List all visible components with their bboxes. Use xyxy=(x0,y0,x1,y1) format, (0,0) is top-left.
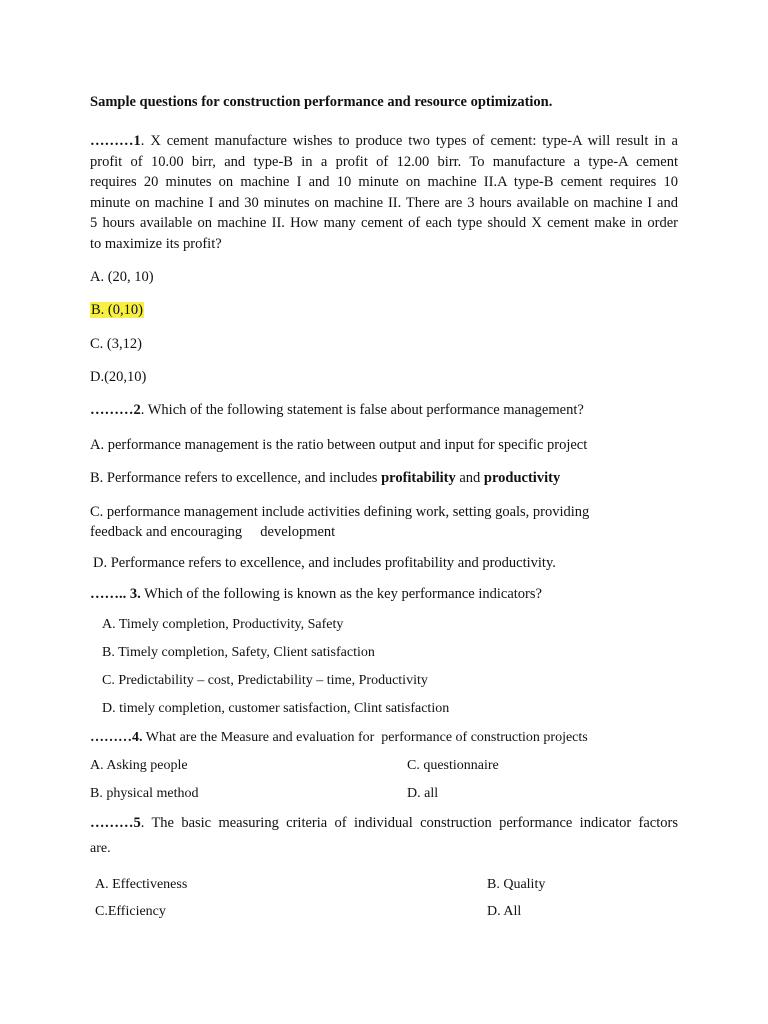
question-5-option-d: D. All xyxy=(487,904,522,919)
question-1-line-5: 5 hours available on machine II. How many cement of each type should X cement make in order xyxy=(90,215,678,231)
question-5-line-2: are. xyxy=(90,841,111,856)
question-1-option-c: C. (3,12) xyxy=(90,336,142,352)
question-5 xyxy=(90,813,678,834)
question-5-text: . The basic measuring criteria of individual construction performance indicator factors xyxy=(140,815,678,831)
question-2-option-b xyxy=(90,468,560,488)
question-4-option-c: C. questionnaire xyxy=(407,758,499,773)
question-1-line-6: to maximize its profit? xyxy=(90,235,222,252)
question-5-option-a: A. Effectiveness xyxy=(95,877,188,892)
question-1-line-3: requires 20 minutes on machine I and 10 minute on machine II.A type-B cement requires 10 xyxy=(90,174,678,190)
question-3-option-c: C. Predictability – cost, Predictability – time, Productivity xyxy=(102,673,428,688)
question-3-option-a: A. Timely completion, Productivity, Safety xyxy=(102,617,344,632)
question-2-option-a: A. performance management is the ratio between output and input for specific project xyxy=(90,437,588,453)
question-3-option-d: D. timely completion, customer satisfaction, Clint satisfaction xyxy=(102,701,450,716)
question-2-option-c-line-1: C. performance management include activities defining work, setting goals, providing xyxy=(90,504,590,520)
question-4-text: What are the Measure and evaluation for performance of construction projects xyxy=(142,730,588,745)
question-3-marker: …….. 3. xyxy=(90,586,141,602)
bold-profitability: profitability xyxy=(381,470,456,486)
question-1-option-b-highlighted xyxy=(90,300,144,320)
question-3-option-b: B. Timely completion, Safety, Client satisfaction xyxy=(102,645,375,660)
question-1-line-4: minute on machine I and 30 minutes on machine II. There are 3 hours available on machine I and xyxy=(90,194,678,211)
question-4 xyxy=(90,728,588,748)
question-5-option-b: B. Quality xyxy=(487,877,546,892)
question-1-line-2: profit of 10.00 birr, and type-B in a profit of 12.00 birr. To manufacture a type-A cement xyxy=(90,153,678,170)
question-1-text-1: . X cement manufacture wishes to produce two types of cement: type-A will result in a xyxy=(140,133,678,149)
question-1-option-d: D.(20,10) xyxy=(90,369,147,385)
question-2-option-b-and: and xyxy=(455,470,484,486)
question-2-text: . Which of the following statement is false about performance management? xyxy=(140,402,584,418)
question-1-option-a: A. (20, 10) xyxy=(90,269,154,285)
question-2 xyxy=(90,400,584,420)
highlight-answer: B. (0,10) xyxy=(91,302,143,318)
question-2-marker: ………2 xyxy=(90,402,141,418)
question-1-marker: ………1 xyxy=(90,133,141,149)
question-3-text: Which of the following is known as the key performance indicators? xyxy=(140,586,542,602)
question-5-marker: ………5 xyxy=(90,815,141,831)
question-4-option-a: A. Asking people xyxy=(90,758,188,773)
question-2-option-b-text: B. Performance refers to excellence, and includes xyxy=(90,470,382,486)
bold-productivity: productivity xyxy=(483,470,561,486)
document-title: Sample questions for construction performance and resource optimization. xyxy=(90,94,553,110)
question-5-option-c: C.Efficiency xyxy=(95,904,166,919)
question-4-marker: ………4. xyxy=(90,730,143,745)
question-4-option-b: B. physical method xyxy=(90,786,199,801)
question-1-line-1 xyxy=(90,131,678,152)
question-2-option-d: D. Performance refers to excellence, and includes profitability and productivity. xyxy=(93,555,556,571)
question-3 xyxy=(90,584,542,604)
question-5-line-1 xyxy=(90,813,678,834)
question-2-option-c-line-2: feedback and encouraging development xyxy=(90,524,336,540)
question-4-option-d: D. all xyxy=(407,786,439,801)
question-1 xyxy=(90,131,678,254)
